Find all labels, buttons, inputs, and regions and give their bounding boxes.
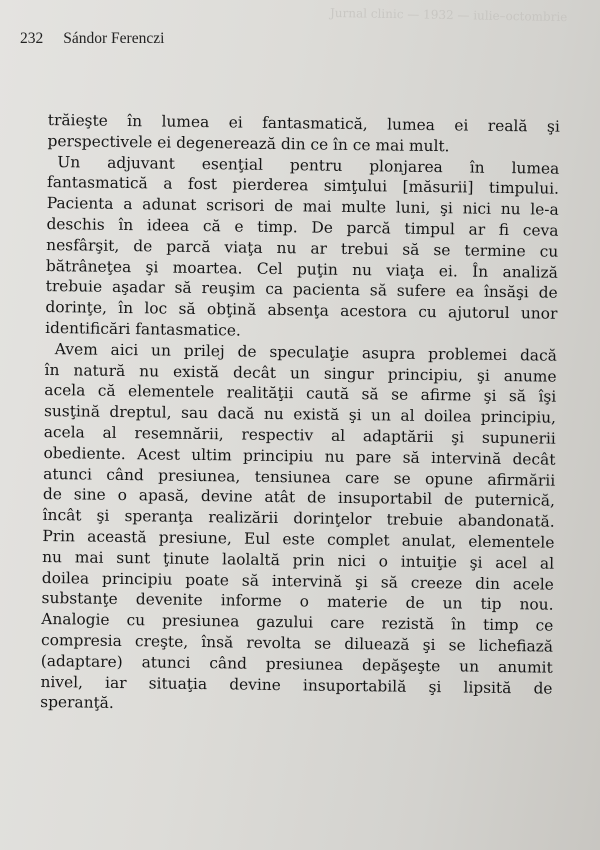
text-line: doilea principiu poate să intervină şi să creeze din acele bbox=[41, 568, 554, 594]
running-header bbox=[20, 30, 164, 48]
text-line: acela că elementele realităţii caută să se afirme şi să îşi bbox=[44, 381, 557, 407]
text-line: acela al resemnării, respectiv al adaptării şi supunerii bbox=[43, 422, 556, 448]
text-line: deschis în ideea că e timp. De parcă timpul ar fi ceva bbox=[46, 214, 559, 240]
paragraph bbox=[40, 339, 557, 720]
text-line: încât şi speranţa realizării dorinţelor trebuie abandonată. bbox=[42, 506, 555, 531]
text-line: speranţă. bbox=[40, 693, 114, 713]
text-line: obediente. Acest ultim principiu nu pare să intervină decât bbox=[43, 443, 556, 469]
text-line: în natură nu există decât un singur principiu, şi anume bbox=[44, 360, 557, 386]
text-line: nivel, iar situaţia devine insuportabilă şi lipsită de bbox=[40, 672, 553, 698]
text-line: atunci când presiunea, tensiunea care se opune afirmării bbox=[43, 464, 556, 490]
text-line: Analogie cu presiunea gazului care rezistă în timp ce bbox=[41, 610, 554, 635]
author-name: Sándor Ferenczi bbox=[63, 30, 165, 47]
text-line: nu mai sunt ţinute laolaltă prin nici o intuiţie şi acel al bbox=[42, 547, 555, 573]
text-line: trăieşte în lumea ei fantasmatică, lumea ei reală şi bbox=[47, 110, 560, 136]
text-line: susţină dreptul, sau dacă nu există şi un al doilea principiu, bbox=[43, 402, 557, 427]
text-line: bătrâneţea şi moartea. Cel puţin nu viaţa ei. În analiză bbox=[45, 256, 559, 282]
body-text bbox=[40, 110, 560, 720]
text-line: identificări fantasmatice. bbox=[45, 318, 241, 340]
text-line: nesfârşit, de parcă viaţa nu ar trebui să se termine cu bbox=[46, 235, 559, 261]
text-line: trebuie aşadar să reuşim ca pacienta să sufere ea însăşi de bbox=[45, 277, 558, 303]
paragraph bbox=[47, 110, 560, 158]
page-number: 232 bbox=[20, 30, 44, 47]
text-line: substanţe devenite informe o materie de un tip nou. bbox=[41, 589, 554, 614]
text-line: (adaptare) atunci când presiunea depăşeşte un anumit bbox=[40, 651, 553, 677]
text-line: fantasmatică a fost pierderea simţului [măsurii] timpului. bbox=[46, 173, 560, 199]
paragraph bbox=[45, 152, 559, 346]
text-line: Pacienta a adunat scrisori de mai multe luni, şi nici nu le-a bbox=[46, 194, 559, 219]
text-line: Avem aici un prilej de speculaţie asupra problemei dacă bbox=[54, 339, 557, 365]
text-line: Un adjuvant esenţial pentru plonjarea în lumea bbox=[57, 152, 560, 178]
bleed-through-text: Jurnal clinic — 1932 — iulie–octombrie bbox=[329, 5, 568, 25]
text-line: dorinţe, în loc să obţină absenţa acestora cu ajutorul unor bbox=[45, 298, 558, 323]
text-line: de sine o apasă, devine atât de insuportabil de puternică, bbox=[42, 485, 556, 511]
text-line: Prin această presiune, Eul este complet anulat, elementele bbox=[42, 526, 555, 552]
text-line: compresia creşte, însă revolta se diluează şi se lichefiază bbox=[40, 630, 554, 656]
text-line: perspectivele ei degenerează din ce în ce mai mult. bbox=[47, 131, 450, 156]
